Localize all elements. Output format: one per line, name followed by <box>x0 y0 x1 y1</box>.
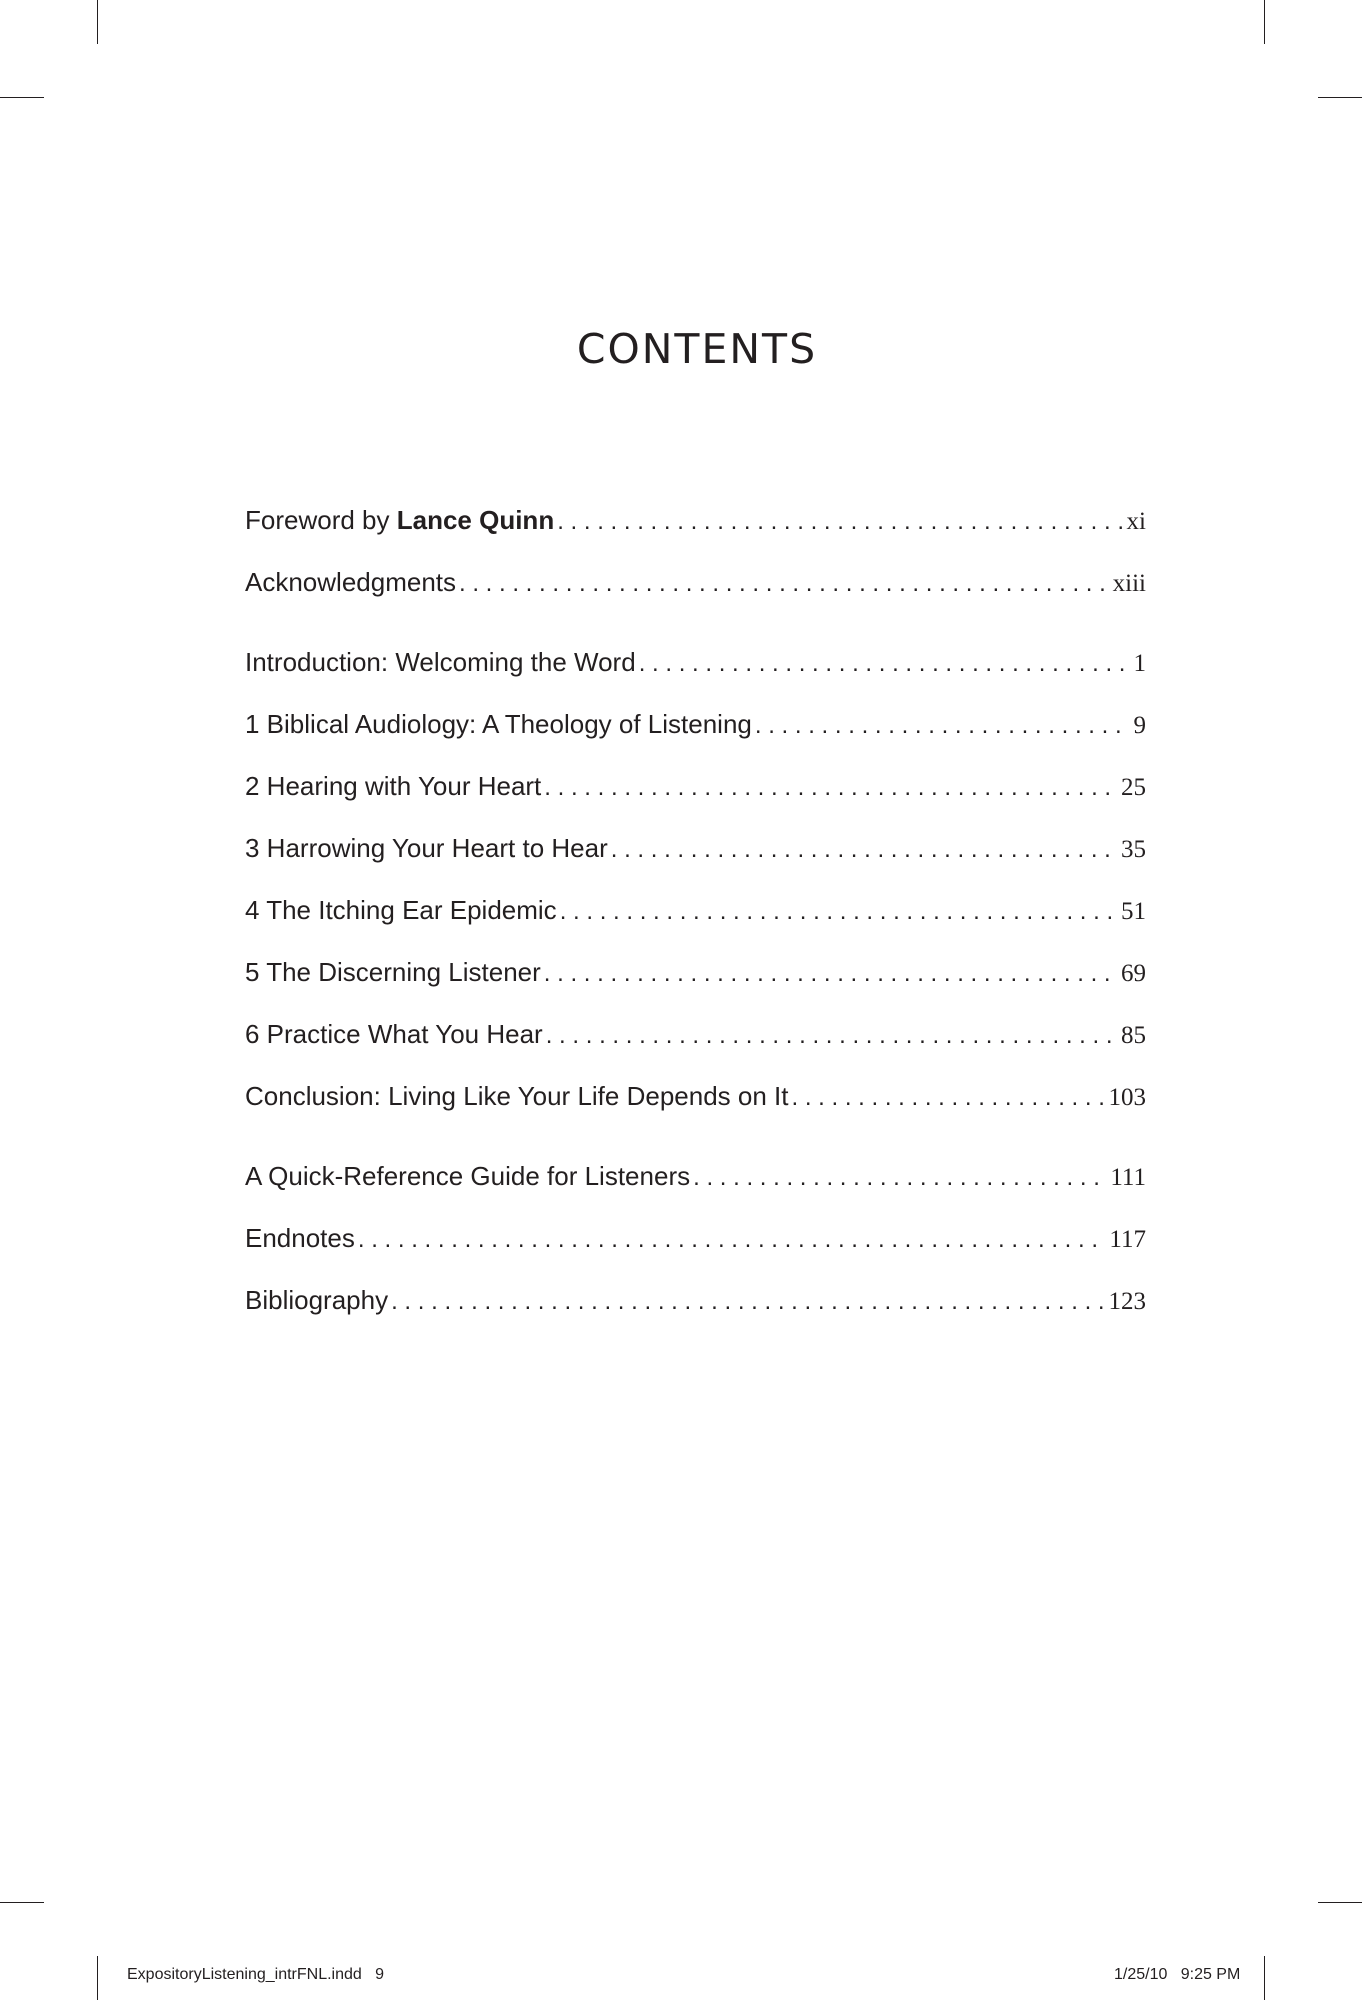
dot-leader <box>358 1220 1106 1260</box>
crop-mark-bottom-left <box>97 1956 98 2000</box>
toc-page-number: 111 <box>1110 1164 1146 1191</box>
toc-entry-label: A Quick-Reference Guide for Listeners <box>245 1161 691 1191</box>
toc-entry-label: 6 Practice What You Hear <box>245 1019 543 1049</box>
dot-leader <box>611 830 1117 870</box>
crop-mark-top-left <box>97 0 98 44</box>
toc-entry-label: Conclusion: Living Like Your Life Depends on It <box>245 1081 789 1111</box>
toc-entry-label: 4 The Itching Ear Epidemic <box>245 895 557 925</box>
toc-entry-introduction <box>245 642 1146 682</box>
crop-mark-right-bottom <box>1318 1902 1362 1903</box>
toc-page-number: xi <box>1126 508 1146 535</box>
dot-leader <box>459 564 1109 604</box>
toc-page-number: 117 <box>1109 1226 1146 1253</box>
crop-mark-top-right <box>1264 0 1265 44</box>
page-title: CONTENTS <box>576 325 818 374</box>
toc-entry-bibliography <box>245 1280 1146 1320</box>
toc-entry-label: 5 The Discerning Listener <box>245 957 541 987</box>
toc-page-number: xiii <box>1112 570 1146 597</box>
toc-page-number: 35 <box>1121 836 1146 863</box>
dot-leader <box>391 1282 1104 1322</box>
toc-entry-chapter-6 <box>245 1014 1146 1054</box>
toc-entry-label: 2 Hearing with Your Heart <box>245 771 542 801</box>
dot-leader <box>546 1016 1117 1056</box>
dot-leader <box>544 768 1117 808</box>
toc-entry-label: Acknowledgments <box>245 567 456 597</box>
crop-mark-left-top <box>0 97 44 98</box>
toc-entry-label: Introduction: Welcoming the Word <box>245 647 636 677</box>
toc-entry-quick-reference <box>245 1156 1146 1196</box>
slug-file-name: ExpositoryListening_intrFNL.indd 9 <box>127 1966 385 1983</box>
dot-leader <box>791 1078 1104 1118</box>
dot-leader <box>755 706 1130 746</box>
toc-entry-label: Bibliography <box>245 1285 389 1315</box>
toc-entry-acknowledgments <box>245 562 1146 602</box>
toc-page-number: 9 <box>1133 712 1146 739</box>
toc-page-number: 25 <box>1121 774 1146 801</box>
crop-mark-right-top <box>1318 97 1362 98</box>
toc-page-number: 85 <box>1121 1022 1146 1049</box>
toc-entry-chapter-1 <box>245 704 1146 744</box>
toc-entry-label: Foreword by Lance Quinn <box>245 505 555 535</box>
dot-leader <box>544 954 1117 994</box>
toc-entry-conclusion <box>245 1076 1146 1116</box>
toc-entry-chapter-4 <box>245 890 1146 930</box>
crop-mark-left-bottom <box>0 1902 44 1903</box>
toc-entry-chapter-5 <box>245 952 1146 992</box>
toc-page-number: 123 <box>1108 1288 1146 1315</box>
dot-leader <box>639 644 1130 684</box>
toc-entry-chapter-2 <box>245 766 1146 806</box>
toc-entry-label: Endnotes <box>245 1223 355 1253</box>
toc-page-number: 103 <box>1108 1084 1146 1111</box>
toc-page-number: 1 <box>1133 650 1146 677</box>
toc-entry-chapter-3 <box>245 828 1146 868</box>
toc-entry-label: 1 Biblical Audiology: A Theology of Listening <box>245 709 752 739</box>
dot-leader <box>560 892 1117 932</box>
toc-entry-foreword <box>245 500 1146 540</box>
slug-date-time: 1/25/10 9:25 PM <box>1114 1966 1241 1983</box>
toc-page-number: 69 <box>1121 960 1146 987</box>
crop-mark-bottom-right <box>1264 1956 1265 2000</box>
toc-entry-label: 3 Harrowing Your Heart to Hear <box>245 833 608 863</box>
dot-leader <box>693 1158 1106 1198</box>
toc-page-number: 51 <box>1121 898 1146 925</box>
toc-entry-endnotes <box>245 1218 1146 1258</box>
foreword-author: Lance Quinn <box>396 505 555 535</box>
dot-leader <box>557 502 1122 542</box>
